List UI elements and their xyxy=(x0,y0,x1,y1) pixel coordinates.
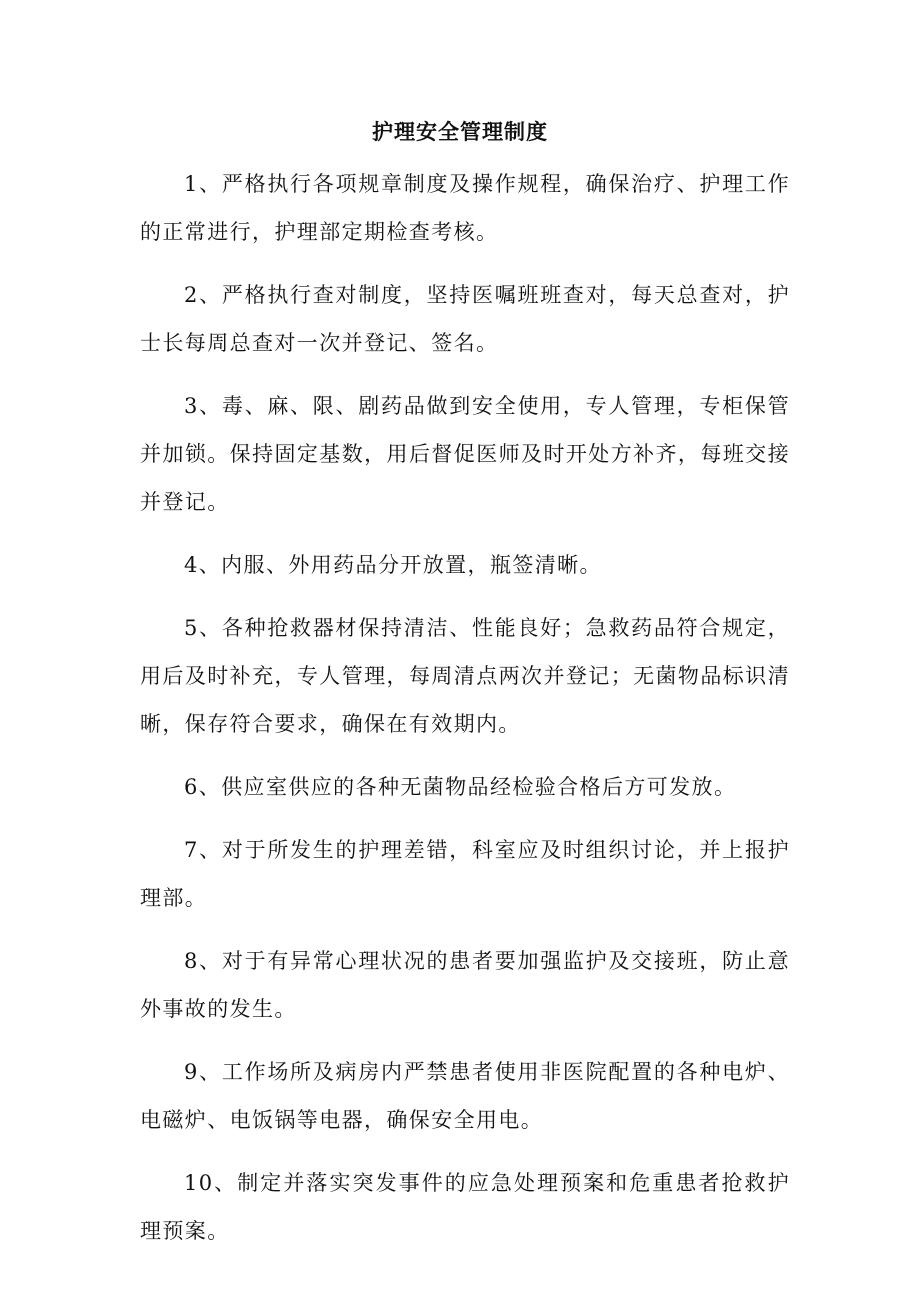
clause-1: 1、严格执行各项规章制度及操作规程，确保治疗、护理工作的正常进行，护理部定期检查考核。 xyxy=(140,172,790,244)
clause-3: 3、毒、麻、限、剧药品做到安全使用，专人管理，专柜保管并加锁。保持固定基数，用后督促医师及时开处方补齐，每班交接并登记。 xyxy=(140,394,790,514)
clause-2: 2、严格执行查对制度，坚持医嘱班班查对，每天总查对，护士长每周总查对一次并登记、签名。 xyxy=(140,283,790,355)
clause-5: 5、各种抢救器材保持清洁、性能良好；急救药品符合规定，用后及时补充，专人管理，每周清点两次并登记；无菌物品标识清晰，保存符合要求，确保在有效期内。 xyxy=(140,616,790,736)
clause-9: 9、工作场所及病房内严禁患者使用非医院配置的各种电炉、电磁炉、电饭锅等电器，确保安全用电。 xyxy=(140,1060,790,1132)
clause-list xyxy=(140,160,790,1270)
document-title: 护理安全管理制度 xyxy=(372,120,548,144)
clause-8: 8、对于有异常心理状况的患者要加强监护及交接班，防止意外事故的发生。 xyxy=(140,949,790,1021)
clause-6: 6、供应室供应的各种无菌物品经检验合格后方可发放。 xyxy=(184,775,737,799)
clause-10: 10、制定并落实突发事件的应急处理预案和危重患者抢救护理预案。 xyxy=(140,1171,790,1243)
clause-7: 7、对于所发生的护理差错，科室应及时组织讨论，并上报护理部。 xyxy=(140,838,790,910)
clause-4: 4、内服、外用药品分开放置，瓶签清晰。 xyxy=(184,553,602,577)
